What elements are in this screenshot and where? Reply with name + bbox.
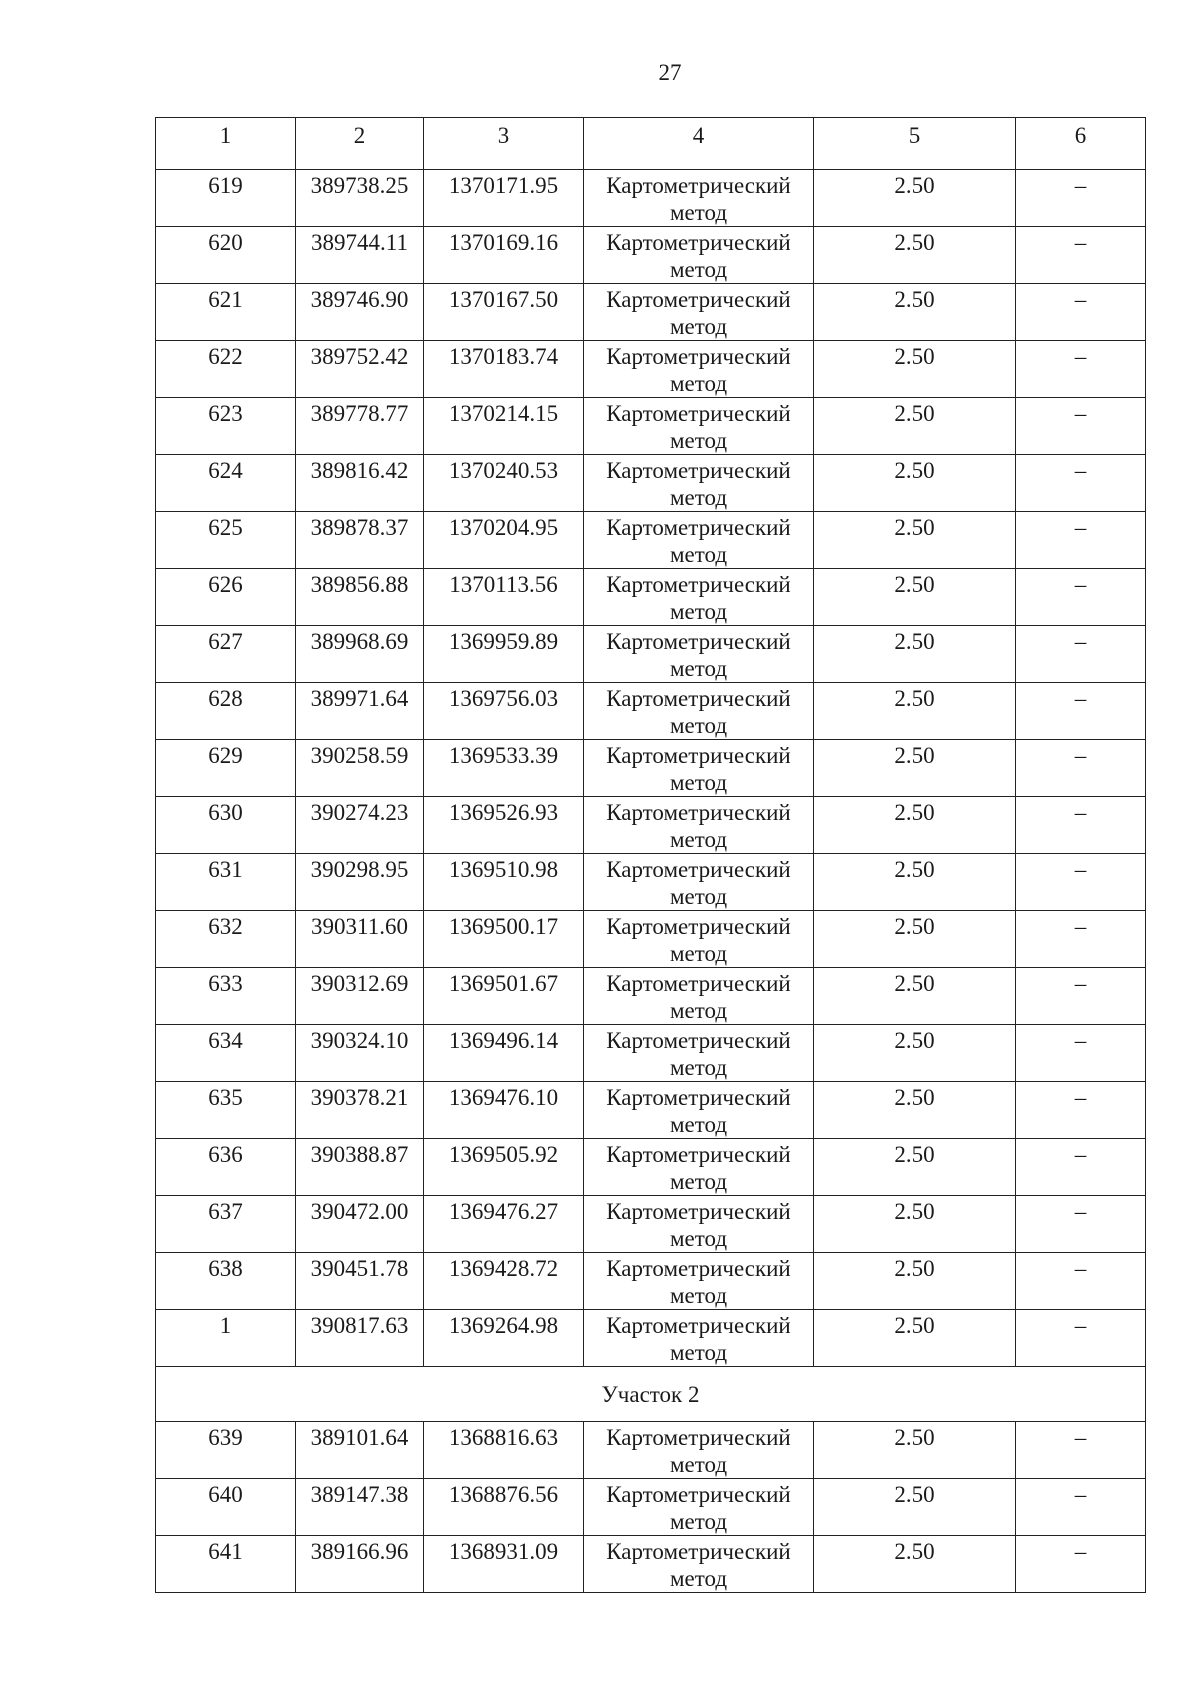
point-number-cell: 629 <box>156 740 296 797</box>
x-coordinate-cell: 390378.21 <box>296 1082 424 1139</box>
x-coordinate-cell: 390274.23 <box>296 797 424 854</box>
note-cell: – <box>1016 1082 1146 1139</box>
note-cell: – <box>1016 911 1146 968</box>
y-coordinate-cell: 1368816.63 <box>424 1422 584 1479</box>
point-number-cell: 637 <box>156 1196 296 1253</box>
table-row <box>156 1082 1146 1139</box>
note-cell: – <box>1016 1536 1146 1593</box>
page-number: 27 <box>658 60 682 85</box>
accuracy-cell: 2.50 <box>814 968 1016 1025</box>
table-row <box>156 1253 1146 1310</box>
note-cell: – <box>1016 170 1146 227</box>
note-cell: – <box>1016 227 1146 284</box>
note-cell: – <box>1016 455 1146 512</box>
table-header-row <box>156 118 1146 170</box>
point-number-cell: 619 <box>156 170 296 227</box>
note-cell: – <box>1016 341 1146 398</box>
x-coordinate-cell: 390258.59 <box>296 740 424 797</box>
method-cell: Картометрический метод <box>584 911 814 968</box>
x-coordinate-cell: 389166.96 <box>296 1536 424 1593</box>
note-cell: – <box>1016 740 1146 797</box>
point-number-cell: 639 <box>156 1422 296 1479</box>
y-coordinate-cell: 1369533.39 <box>424 740 584 797</box>
section-label: Участок 2 <box>156 1367 1146 1422</box>
y-coordinate-cell: 1369526.93 <box>424 797 584 854</box>
x-coordinate-cell: 390451.78 <box>296 1253 424 1310</box>
header-cell: 5 <box>814 118 1016 170</box>
accuracy-cell: 2.50 <box>814 740 1016 797</box>
note-cell: – <box>1016 968 1146 1025</box>
table-row <box>156 797 1146 854</box>
x-coordinate-cell: 389101.64 <box>296 1422 424 1479</box>
note-cell: – <box>1016 854 1146 911</box>
y-coordinate-cell: 1369510.98 <box>424 854 584 911</box>
table-row <box>156 1536 1146 1593</box>
y-coordinate-cell: 1370214.15 <box>424 398 584 455</box>
method-cell: Картометрический метод <box>584 968 814 1025</box>
point-number-cell: 625 <box>156 512 296 569</box>
accuracy-cell: 2.50 <box>814 455 1016 512</box>
method-cell: Картометрический метод <box>584 227 814 284</box>
table-row <box>156 911 1146 968</box>
coordinates-table <box>155 117 1146 1593</box>
y-coordinate-cell: 1370167.50 <box>424 284 584 341</box>
table-row <box>156 854 1146 911</box>
x-coordinate-cell: 389816.42 <box>296 455 424 512</box>
note-cell: – <box>1016 1025 1146 1082</box>
point-number-cell: 624 <box>156 455 296 512</box>
note-cell: – <box>1016 1253 1146 1310</box>
note-cell: – <box>1016 1139 1146 1196</box>
point-number-cell: 627 <box>156 626 296 683</box>
accuracy-cell: 2.50 <box>814 227 1016 284</box>
header-cell: 6 <box>1016 118 1146 170</box>
method-cell: Картометрический метод <box>584 284 814 341</box>
accuracy-cell: 2.50 <box>814 1025 1016 1082</box>
method-cell: Картометрический метод <box>584 1025 814 1082</box>
table-row <box>156 626 1146 683</box>
y-coordinate-cell: 1370183.74 <box>424 341 584 398</box>
method-cell: Картометрический метод <box>584 1310 814 1367</box>
x-coordinate-cell: 389147.38 <box>296 1479 424 1536</box>
point-number-cell: 638 <box>156 1253 296 1310</box>
y-coordinate-cell: 1368876.56 <box>424 1479 584 1536</box>
table-row <box>156 740 1146 797</box>
point-number-cell: 631 <box>156 854 296 911</box>
note-cell: – <box>1016 797 1146 854</box>
x-coordinate-cell: 390312.69 <box>296 968 424 1025</box>
y-coordinate-cell: 1369505.92 <box>424 1139 584 1196</box>
y-coordinate-cell: 1370171.95 <box>424 170 584 227</box>
table-row <box>156 455 1146 512</box>
point-number-cell: 636 <box>156 1139 296 1196</box>
section-row <box>156 1367 1146 1422</box>
method-cell: Картометрический метод <box>584 170 814 227</box>
point-number-cell: 628 <box>156 683 296 740</box>
y-coordinate-cell: 1369476.10 <box>424 1082 584 1139</box>
note-cell: – <box>1016 569 1146 626</box>
method-cell: Картометрический метод <box>584 683 814 740</box>
method-cell: Картометрический метод <box>584 1196 814 1253</box>
accuracy-cell: 2.50 <box>814 1196 1016 1253</box>
y-coordinate-cell: 1369501.67 <box>424 968 584 1025</box>
table-row <box>156 227 1146 284</box>
y-coordinate-cell: 1369476.27 <box>424 1196 584 1253</box>
x-coordinate-cell: 389738.25 <box>296 170 424 227</box>
accuracy-cell: 2.50 <box>814 1082 1016 1139</box>
y-coordinate-cell: 1368931.09 <box>424 1536 584 1593</box>
table-row <box>156 341 1146 398</box>
accuracy-cell: 2.50 <box>814 341 1016 398</box>
x-coordinate-cell: 389878.37 <box>296 512 424 569</box>
table-row <box>156 1025 1146 1082</box>
table-row <box>156 569 1146 626</box>
accuracy-cell: 2.50 <box>814 911 1016 968</box>
accuracy-cell: 2.50 <box>814 1536 1016 1593</box>
accuracy-cell: 2.50 <box>814 170 1016 227</box>
method-cell: Картометрический метод <box>584 740 814 797</box>
y-coordinate-cell: 1370240.53 <box>424 455 584 512</box>
point-number-cell: 640 <box>156 1479 296 1536</box>
x-coordinate-cell: 389752.42 <box>296 341 424 398</box>
method-cell: Картометрический метод <box>584 1253 814 1310</box>
note-cell: – <box>1016 683 1146 740</box>
accuracy-cell: 2.50 <box>814 683 1016 740</box>
method-cell: Картометрический метод <box>584 1536 814 1593</box>
table-row <box>156 398 1146 455</box>
accuracy-cell: 2.50 <box>814 854 1016 911</box>
accuracy-cell: 2.50 <box>814 569 1016 626</box>
point-number-cell: 632 <box>156 911 296 968</box>
x-coordinate-cell: 389856.88 <box>296 569 424 626</box>
table-row <box>156 683 1146 740</box>
x-coordinate-cell: 390324.10 <box>296 1025 424 1082</box>
x-coordinate-cell: 389746.90 <box>296 284 424 341</box>
method-cell: Картометрический метод <box>584 797 814 854</box>
point-number-cell: 633 <box>156 968 296 1025</box>
x-coordinate-cell: 389744.11 <box>296 227 424 284</box>
y-coordinate-cell: 1369496.14 <box>424 1025 584 1082</box>
table-row <box>156 512 1146 569</box>
point-number-cell: 630 <box>156 797 296 854</box>
accuracy-cell: 2.50 <box>814 398 1016 455</box>
method-cell: Картометрический метод <box>584 1422 814 1479</box>
point-number-cell: 1 <box>156 1310 296 1367</box>
method-cell: Картометрический метод <box>584 854 814 911</box>
accuracy-cell: 2.50 <box>814 626 1016 683</box>
x-coordinate-cell: 390472.00 <box>296 1196 424 1253</box>
note-cell: – <box>1016 398 1146 455</box>
y-coordinate-cell: 1369428.72 <box>424 1253 584 1310</box>
table-row <box>156 1479 1146 1536</box>
table-row <box>156 1310 1146 1367</box>
point-number-cell: 634 <box>156 1025 296 1082</box>
header-cell: 2 <box>296 118 424 170</box>
method-cell: Картометрический метод <box>584 626 814 683</box>
accuracy-cell: 2.50 <box>814 512 1016 569</box>
point-number-cell: 641 <box>156 1536 296 1593</box>
note-cell: – <box>1016 512 1146 569</box>
accuracy-cell: 2.50 <box>814 1422 1016 1479</box>
method-cell: Картометрический метод <box>584 341 814 398</box>
accuracy-cell: 2.50 <box>814 1139 1016 1196</box>
x-coordinate-cell: 389778.77 <box>296 398 424 455</box>
x-coordinate-cell: 390388.87 <box>296 1139 424 1196</box>
point-number-cell: 621 <box>156 284 296 341</box>
accuracy-cell: 2.50 <box>814 284 1016 341</box>
note-cell: – <box>1016 1196 1146 1253</box>
accuracy-cell: 2.50 <box>814 797 1016 854</box>
method-cell: Картометрический метод <box>584 1139 814 1196</box>
table-row <box>156 1196 1146 1253</box>
note-cell: – <box>1016 1479 1146 1536</box>
method-cell: Картометрический метод <box>584 1082 814 1139</box>
y-coordinate-cell: 1369756.03 <box>424 683 584 740</box>
x-coordinate-cell: 390298.95 <box>296 854 424 911</box>
x-coordinate-cell: 390311.60 <box>296 911 424 968</box>
point-number-cell: 635 <box>156 1082 296 1139</box>
table-row <box>156 284 1146 341</box>
y-coordinate-cell: 1369959.89 <box>424 626 584 683</box>
table-row <box>156 170 1146 227</box>
y-coordinate-cell: 1370113.56 <box>424 569 584 626</box>
note-cell: – <box>1016 284 1146 341</box>
note-cell: – <box>1016 1422 1146 1479</box>
accuracy-cell: 2.50 <box>814 1310 1016 1367</box>
table-row <box>156 1422 1146 1479</box>
point-number-cell: 620 <box>156 227 296 284</box>
y-coordinate-cell: 1369264.98 <box>424 1310 584 1367</box>
note-cell: – <box>1016 1310 1146 1367</box>
method-cell: Картометрический метод <box>584 1479 814 1536</box>
accuracy-cell: 2.50 <box>814 1479 1016 1536</box>
x-coordinate-cell: 389971.64 <box>296 683 424 740</box>
point-number-cell: 623 <box>156 398 296 455</box>
point-number-cell: 626 <box>156 569 296 626</box>
x-coordinate-cell: 390817.63 <box>296 1310 424 1367</box>
table-row <box>156 1139 1146 1196</box>
y-coordinate-cell: 1370169.16 <box>424 227 584 284</box>
header-cell: 1 <box>156 118 296 170</box>
y-coordinate-cell: 1370204.95 <box>424 512 584 569</box>
header-cell: 3 <box>424 118 584 170</box>
point-number-cell: 622 <box>156 341 296 398</box>
y-coordinate-cell: 1369500.17 <box>424 911 584 968</box>
header-cell: 4 <box>584 118 814 170</box>
method-cell: Картометрический метод <box>584 398 814 455</box>
method-cell: Картометрический метод <box>584 569 814 626</box>
method-cell: Картометрический метод <box>584 512 814 569</box>
accuracy-cell: 2.50 <box>814 1253 1016 1310</box>
note-cell: – <box>1016 626 1146 683</box>
table-row <box>156 968 1146 1025</box>
method-cell: Картометрический метод <box>584 455 814 512</box>
x-coordinate-cell: 389968.69 <box>296 626 424 683</box>
